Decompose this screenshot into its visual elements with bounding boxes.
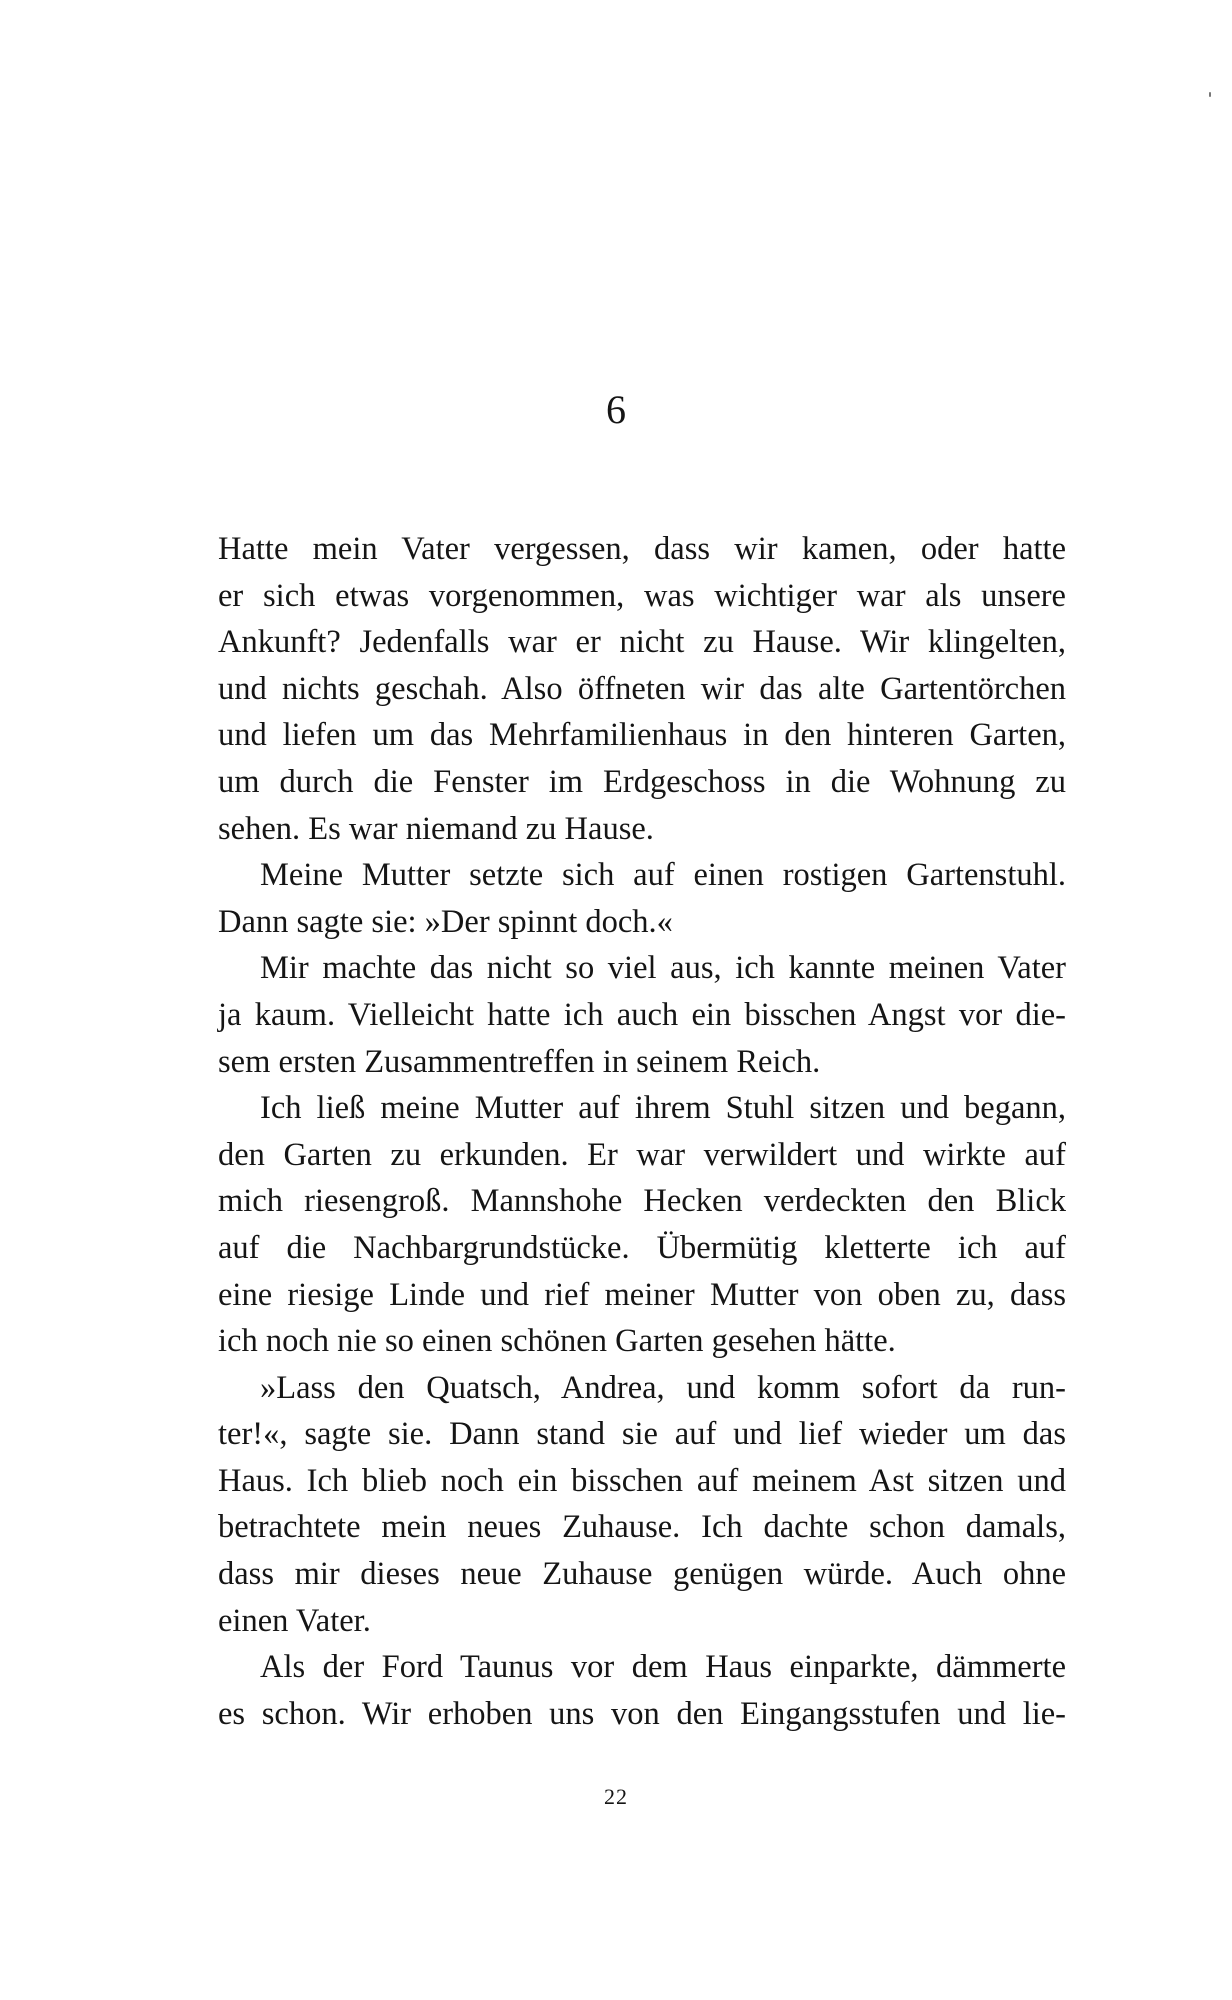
page-number: 22: [604, 1784, 628, 1809]
text-line: den Garten zu erkunden. Er war verwildert und wirkte auf: [218, 1136, 1066, 1173]
text-line: Ich ließ meine Mutter auf ihrem Stuhl sitzen und begann,: [260, 1090, 1066, 1127]
text-line: er sich etwas vorgenommen, was wichtiger war als unsere: [218, 577, 1066, 614]
text-line: und nichts geschah. Also öffneten wir das alte Gartentörchen: [218, 670, 1066, 707]
text-line: und liefen um das Mehrfamilienhaus in den hinteren Garten,: [218, 717, 1066, 754]
paragraph-1: [218, 526, 1066, 852]
text-line: Meine Mutter setzte sich auf einen rostigen Gartenstuhl.: [260, 857, 1066, 894]
text-line: Hatte mein Vater vergessen, dass wir kamen, oder hatte: [218, 531, 1066, 567]
text-line: ich noch nie so einen schönen Garten gesehen hätte.: [218, 1323, 896, 1360]
text-line: einen Vater.: [218, 1602, 371, 1639]
text-line: »Lass den Quatsch, Andrea, und komm sofort da run-: [260, 1369, 1066, 1406]
text-line: eine riesige Linde und rief meiner Mutter von oben zu, dass: [218, 1276, 1066, 1313]
scan-speck: [1209, 92, 1211, 97]
text-line: auf die Nachbargrundstücke. Übermütig kletterte ich auf: [218, 1229, 1066, 1266]
text-line: Als der Ford Taunus vor dem Haus einparkte, dämmerte: [260, 1649, 1066, 1686]
paragraph-6: [218, 1644, 1066, 1737]
text-line: Ankunft? Jedenfalls war er nicht zu Hause. Wir klingelten,: [218, 624, 1066, 661]
text-line: ter!«, sagte sie. Dann stand sie auf und lief wieder um das: [218, 1416, 1066, 1453]
text-line: sem ersten Zusammentreffen in seinem Reich.: [218, 1043, 821, 1080]
text-line: ja kaum. Vielleicht hatte ich auch ein bisschen Angst vor die-: [218, 996, 1066, 1033]
text-line: betrachtete mein neues Zuhause. Ich dachte schon damals,: [218, 1509, 1066, 1546]
paragraph-3: [218, 945, 1066, 1085]
text-line: Mir machte das nicht so viel aus, ich kannte meinen Vater: [260, 950, 1066, 987]
text-line: Dann sagte sie: »Der spinnt doch.«: [218, 903, 673, 940]
body-text: [218, 526, 1066, 1737]
text-line: Haus. Ich blieb noch ein bisschen auf meinem Ast sitzen und: [218, 1462, 1066, 1499]
text-line: es schon. Wir erhoben uns von den Eingangsstufen und lie-: [218, 1695, 1066, 1732]
text-line: um durch die Fenster im Erdgeschoss in die Wohnung zu: [218, 763, 1066, 800]
text-line: sehen. Es war niemand zu Hause.: [218, 810, 654, 847]
paragraph-5: [218, 1365, 1066, 1645]
paragraph-4: [218, 1085, 1066, 1365]
text-line: mich riesengroß. Mannshohe Hecken verdeckten den Blick: [218, 1183, 1066, 1220]
chapter-number: 6: [606, 387, 626, 432]
text-line: dass mir dieses neue Zuhause genügen würde. Auch ohne: [218, 1556, 1066, 1593]
paragraph-2: [218, 852, 1066, 945]
